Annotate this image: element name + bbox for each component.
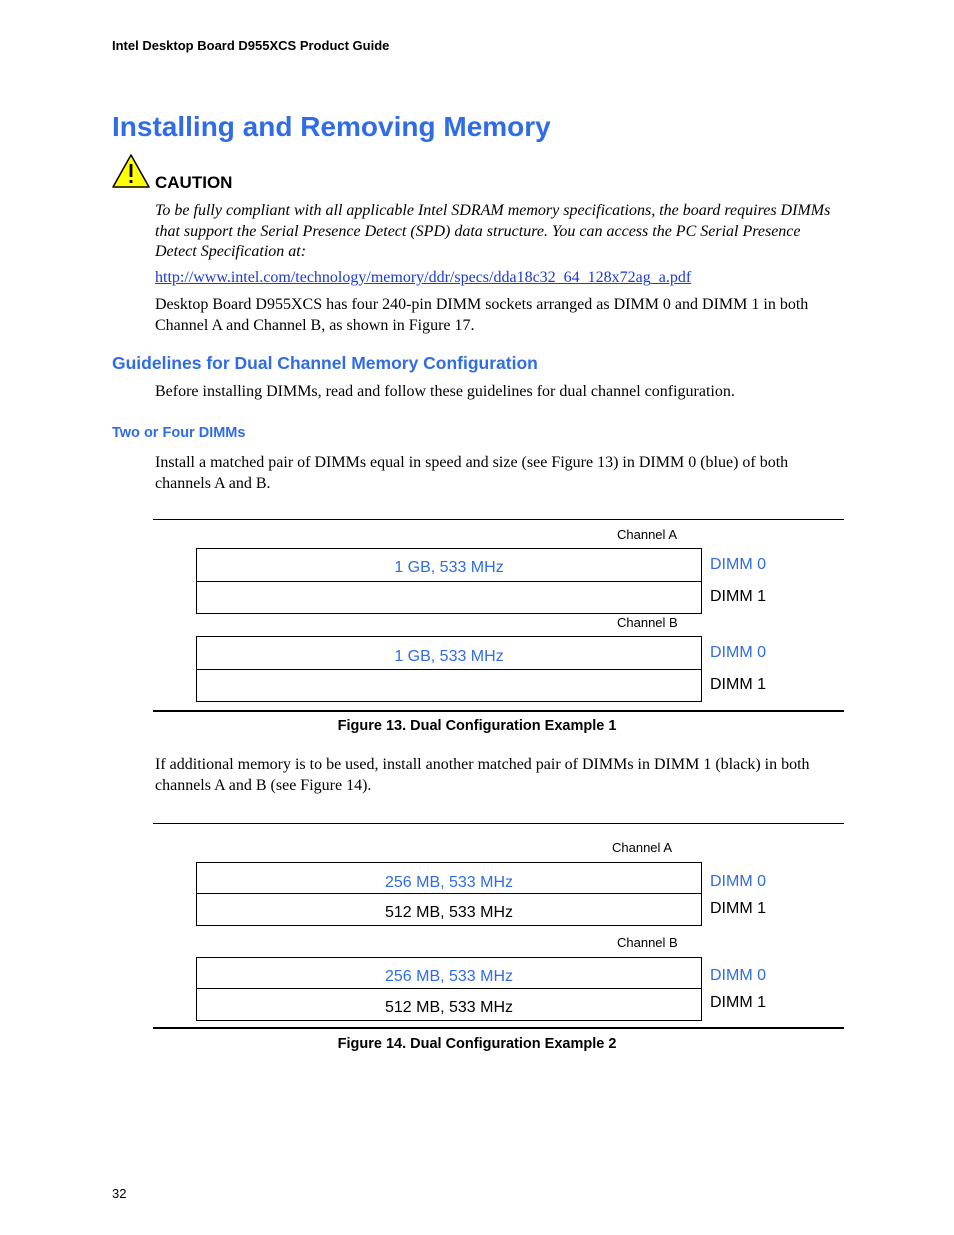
figure14-top-rule	[153, 823, 844, 824]
section-paragraph: Before installing DIMMs, read and follow these guidelines for dual channel configuration.	[155, 383, 735, 400]
intro-paragraph: Desktop Board D955XCS has four 240-pin DIMM sockets arranged as DIMM 0 and DIMM 1 in both Channel A and Channel B, as shown in Figure 17.	[155, 296, 809, 334]
fig14-channel-a-dimm0: 256 MB, 533 MHz	[384, 874, 514, 891]
warning-triangle-icon	[111, 153, 151, 189]
fig14-channel-a-dimm1: 512 MB, 533 MHz	[197, 893, 701, 925]
page-number: 32	[112, 1186, 127, 1201]
fig13-channel-b-dimm1	[197, 669, 701, 701]
caution-label: CAUTION	[155, 173, 233, 192]
fig13-channel-b-slots	[196, 636, 702, 702]
fig13-channel-a-dimm0: 1 GB, 533 MHz	[394, 559, 504, 576]
fig13-channel-a-slots	[196, 548, 702, 614]
figure13-caption: Figure 13. Dual Configuration Example 1	[337, 718, 617, 734]
fig14-channel-b-slots	[196, 957, 702, 1021]
fig13-channel-a-label: Channel A	[617, 527, 677, 542]
fig14-channel-a-label: Channel A	[612, 840, 672, 855]
fig14-channel-a-dimm0-label: DIMM 0	[710, 873, 766, 890]
fig13-channel-a-dimm1	[197, 581, 701, 613]
subsection-heading: Two or Four DIMMs	[112, 425, 246, 441]
subsection-paragraph-2: If additional memory is to be used, install another matched pair of DIMMs in DIMM 1 (black) in both channels A and B (see Figure 14).	[155, 756, 810, 794]
figure14-bottom-rule	[153, 1027, 844, 1029]
subsection-paragraph-1: Install a matched pair of DIMMs equal in speed and size (see Figure 13) in DIMM 0 (blue) of both channels A and B.	[155, 454, 789, 492]
fig13-channel-b-label: Channel B	[617, 615, 678, 630]
fig14-channel-a-slots	[196, 862, 702, 926]
fig13-channel-a-dimm0-label: DIMM 0	[710, 556, 766, 573]
fig14-channel-b-dimm0: 256 MB, 533 MHz	[384, 968, 514, 985]
fig13-channel-b-dimm0-label: DIMM 0	[710, 644, 766, 661]
fig13-channel-a-dimm1-label: DIMM 1	[710, 588, 766, 605]
page-title: Installing and Removing Memory	[112, 111, 551, 142]
spd-spec-link[interactable]: http://www.intel.com/technology/memory/ddr/specs/dda18c32_64_128x72ag_a.pdf	[155, 269, 692, 286]
fig13-channel-b-dimm0: 1 GB, 533 MHz	[394, 648, 504, 665]
fig14-channel-b-dimm0-label: DIMM 0	[710, 967, 766, 984]
fig13-channel-b-dimm1-label: DIMM 1	[710, 676, 766, 693]
section-heading: Guidelines for Dual Channel Memory Configuration	[112, 353, 538, 373]
caution-text: To be fully compliant with all applicable Intel SDRAM memory specifications, the board requires DIMMs that support the Serial Presence Detect (SPD) data structure. You can access the PC Serial Presence Detect Specification at:	[155, 202, 831, 260]
figure14-caption: Figure 14. Dual Configuration Example 2	[337, 1036, 617, 1052]
fig14-channel-b-dimm1-label: DIMM 1	[710, 994, 766, 1011]
fig14-channel-b-dimm1: 512 MB, 533 MHz	[197, 988, 701, 1020]
document-header: Intel Desktop Board D955XCS Product Guide	[112, 38, 390, 53]
fig14-channel-a-dimm1-label: DIMM 1	[710, 900, 766, 917]
figure13-bottom-rule	[153, 710, 844, 712]
fig14-channel-b-label: Channel B	[617, 935, 678, 950]
figure13-top-rule	[153, 519, 844, 520]
